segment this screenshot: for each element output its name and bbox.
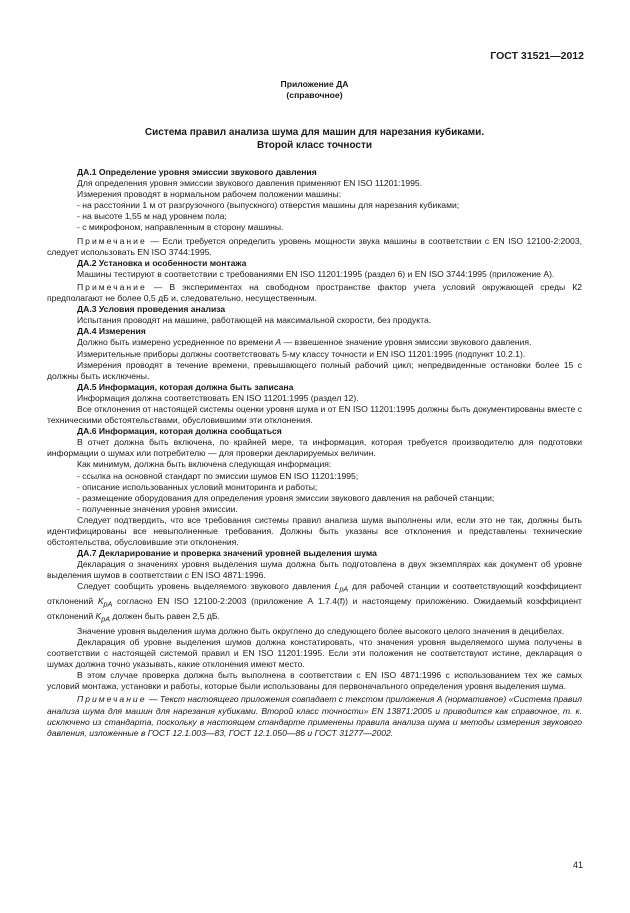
section-heading-da5: ДА.5 Информация, которая должна быть записана: [77, 381, 294, 392]
paragraph: Следует подтвердить, что все требования системы правил анализа шума выполнены или, если это не так, должны быть идентифицированы все невыполненные требования. Должны быть указаны все отклонения и представлены технические обстоятельства, обусловившие эти отклонения.: [47, 514, 582, 548]
section-heading-da6: ДА.6 Информация, которая должна сообщаться: [77, 426, 282, 437]
paragraph: Измерения проводят в нормальном рабочем положении машины:: [77, 189, 342, 200]
page-content: [47, 79, 582, 739]
list-item: - ссылка на основной стандарт по эмиссии шумов EN ISO 11201:1995;: [77, 470, 359, 481]
note: [47, 236, 582, 258]
note-text: — Текст настоящего приложения совпадает с текстом приложения А (нормативное) «Система правил анализа шума для машин для нарезания кубиками. Второй класс точности» EN 13871:2005 и приводится как справочное, т. к. исключено из стандарта, поскольку в настоящем стандарте применены правила анализа шума и методы измерения звукового давления, изложенные в ГОСТ 12.1.003—83, ГОСТ 12.1.050—86 и ГОСТ 31277—2002.: [47, 694, 582, 738]
paragraph: В отчет должна быть включена, по крайней мере, та информация, которая требуется производителю для подготовки информации о шумах или потребителю — для проверки декларируемых величин.: [47, 437, 582, 459]
paragraph: Машины тестируют в соответствии с требованиями EN ISO 11201:1995 (раздел 6) и EN ISO 3744:1995 (приложение А).: [77, 268, 555, 279]
list-item: - на высоте 1,55 м над уровнем пола;: [77, 211, 227, 222]
section-heading-da4: ДА.4 Измерения: [77, 326, 146, 337]
variable-l: L: [334, 581, 340, 592]
note-label: Примечание: [77, 235, 147, 246]
note-label: Примечание: [77, 281, 147, 292]
paragraph: Как минимум, должна быть включена следующая информация:: [77, 459, 332, 470]
text-run: — взвешенное значение уровня эмиссии звукового давления.: [281, 337, 532, 348]
paragraph: [47, 581, 582, 625]
annex-title: Приложение ДА: [280, 79, 349, 89]
paragraph: В этом случае проверка должна быть выполнена в соответствии с EN ISO 4871:1996 с использованием тех же самых условий монтажа, установки и работы, которые были использованы для первоначального определения уровня выделения шума.: [47, 670, 582, 692]
standard-number: ГОСТ 31521—2012: [490, 50, 584, 62]
note-text: — Если требуется определить уровень мощности звука машины в соответствии с EN ISO 12100-2:2003, следует использовать EN ISO 3744:1995.: [47, 235, 582, 257]
paragraph: Информация должна соответствовать EN ISO 11201:1995 (раздел 12).: [77, 392, 359, 403]
subscript: pA: [339, 586, 349, 595]
document-title-line-1: Система правил анализа шума для машин для нарезания кубиками.: [144, 127, 485, 138]
paragraph: Измерения проводят в течение времени, превышающего полный рабочий цикл; непредвиденные остановки более 15 с должны быть исключены.: [47, 359, 582, 381]
list-item: - описание использованных условий мониторинга и работы;: [77, 481, 318, 492]
section-heading-da7: ДА.7 Декларирование и проверка значений уровней выделения шума: [77, 548, 377, 559]
paragraph: [47, 337, 582, 348]
list-item: - с микрофоном, направленным в сторону машины.: [77, 222, 284, 233]
variable-k: K: [97, 596, 104, 607]
list-item: - полученные значения уровня эмиссии.: [77, 503, 238, 514]
paragraph: Значение уровня выделения шума должно быть округлено до следующего более высокого целого значения в децибелах.: [77, 625, 565, 636]
page-number: 41: [572, 860, 583, 870]
text-run: для рабочей станции и соответствующий коэффициент отклонений: [47, 581, 582, 607]
paragraph: Для определения уровня эмиссии звукового давления применяют EN ISO 11201:1995.: [77, 178, 423, 189]
text-run: должен быть равен 2,5 дБ.: [110, 611, 220, 622]
text-run: Следует сообщить уровень выделяемого звукового давления: [77, 581, 335, 592]
list-item: - на расстоянии 1 м от разгрузочного (выпускного) отверстия машины для нарезания кубиками;: [77, 200, 460, 211]
section-heading-da3: ДА.3 Условия проведения анализа: [77, 304, 226, 315]
document-title-line-2: Второй класс точности: [256, 140, 373, 151]
section-heading-da2: ДА.2 Установка и особенности монтажа: [77, 257, 247, 268]
subscript: pA: [103, 601, 113, 609]
variable-k: K: [95, 611, 102, 622]
paragraph: Испытания проводят на машине, работающей на максимальной скорости, без продукта.: [77, 315, 432, 326]
text-run: Должно быть измерено усредненное по времени: [77, 337, 276, 348]
list-item: - размещение оборудования для определения уровня эмиссии звукового давления на рабочей станции;: [77, 492, 495, 503]
note-text: — В экспериментах на свободном пространстве фактор учета условий окружающей среды К2 предполагают не более 0,5 дБ и, следовательно, несущественным.: [47, 281, 582, 304]
paragraph: Декларация о значениях уровня выделения шума должна быть подготовлена в двух экземплярах как документ об уровне выделения шумов в соответствии с EN ISO 4871:1996.: [47, 559, 582, 581]
section-heading-da1: ДА.1 Определение уровня эмиссии звукового давления: [77, 167, 317, 177]
annex-subtitle: (справочное): [286, 90, 343, 100]
subscript: pA: [101, 615, 111, 624]
note: [47, 282, 582, 304]
paragraph: Декларация об уровне выделения шумов должна констатировать, что значения уровня выделяемого шума получены в соответствии с настоящей системой правил и EN ISO 11201:1995. Если эти положения не соответствуют истине, декларация о шумах должна точно указывать, какие отклонения имеют место.: [47, 637, 582, 670]
final-note: [47, 694, 582, 738]
document-title: [47, 126, 582, 152]
text-run: согласно EN ISO 12100-2:2003 (приложение А 1.7.4(f)) и настоящему приложению. Ожидаемый коэффициент отклонений: [47, 596, 582, 622]
variable-a: A: [275, 337, 282, 348]
paragraph: Измерительные приборы должны соответствовать 5-му классу точности и EN ISO 11201:1995 (подпункт 10.2.1).: [77, 348, 526, 359]
note-label: Примечание: [77, 694, 147, 705]
paragraph: Все отклонения от настоящей системы оценки уровня шума и от EN ISO 11201:1995 должны быть документированы вместе с техническими обстоятельствами, обусловившими эти отклонения.: [47, 403, 582, 426]
